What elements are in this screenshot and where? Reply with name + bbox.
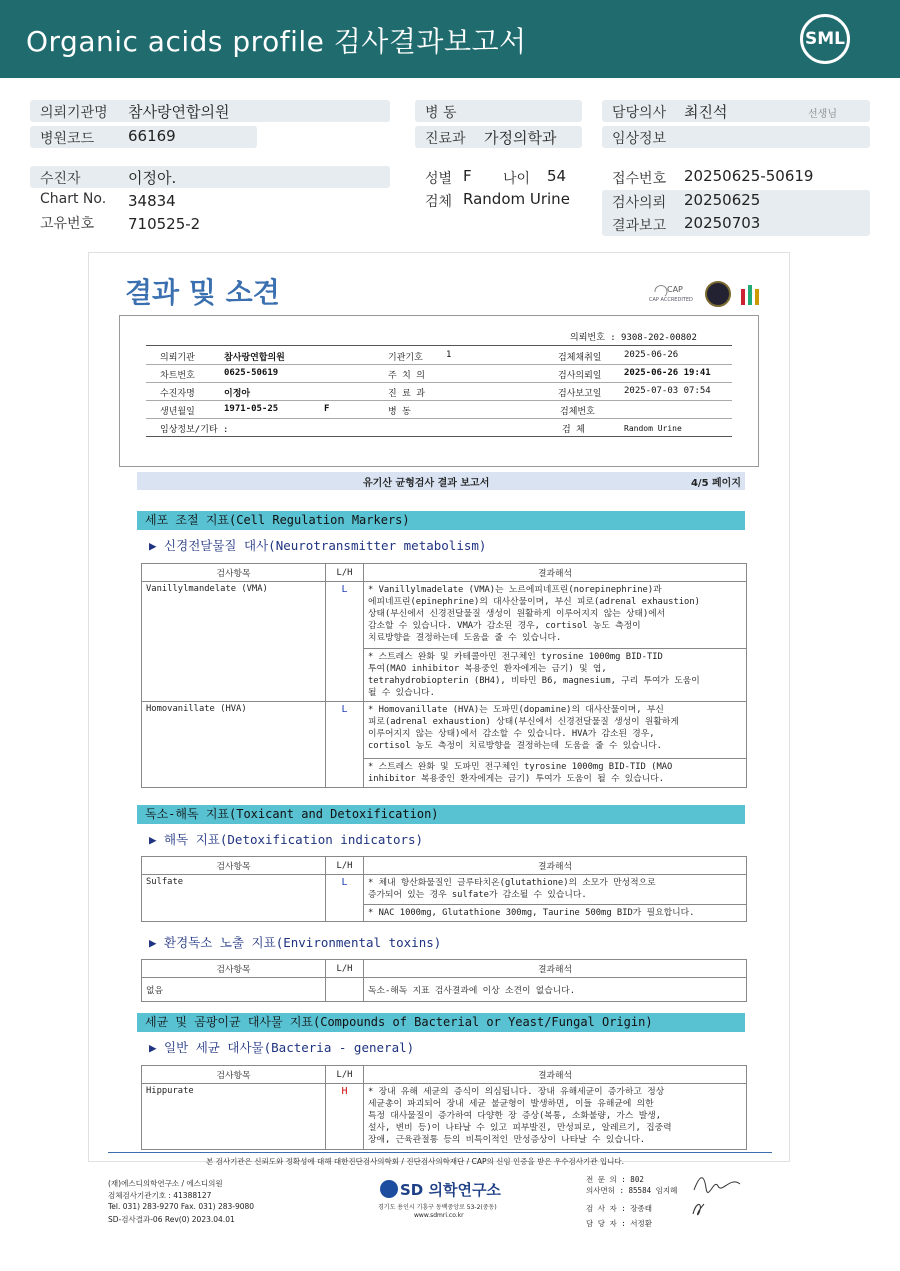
info-value: 2025-06-26 19:41: [624, 368, 711, 378]
info-value: 이정아: [224, 389, 251, 399]
subsection-title: ▶ 해독 지표(Detoxification indicators): [149, 832, 424, 847]
age-label: 나이: [503, 171, 531, 187]
ordering-org: 참사랑연합의원: [128, 103, 230, 121]
signer-specialist: 전 문 의 : 802: [586, 1175, 644, 1184]
info-label: 기관기호: [388, 353, 423, 363]
footer-code: 검체검사기관기호 : 41388127: [108, 1191, 212, 1200]
specimen: Random Urine: [463, 190, 570, 208]
info-value: Random Urine: [624, 424, 682, 433]
col-item: 검사항목: [142, 857, 326, 875]
doctor-suffix: 선생님: [808, 109, 837, 120]
signer-manager: 담 당 자 : 서정환: [586, 1219, 653, 1228]
section-header: 세균 및 곰팡이균 대사물 지표(Compounds of Bacterial or Yeast/Fungal Origin): [137, 1013, 745, 1032]
interpretation: * Homovanillate (HVA)는 도파민(dopamine)의 대사산물이며, 부신 피로(adrenal exhaustion) 상태(부신에서 신경전달물질 생성이 원활하게 이루어지지 않는 상태)에서 감소할 수 있습니다. HVA가 감소된 경우, cortisol 농도 측정이 치료방향을 결정하는데 도움을 줄 수 있습니다.: [364, 702, 747, 759]
results-table: [141, 1065, 747, 1150]
info-label: 검사보고일: [558, 389, 602, 399]
results-table: [141, 959, 747, 1002]
doctor: 최진석: [684, 103, 728, 121]
result-report: [88, 252, 790, 1162]
footer-divider: [108, 1152, 772, 1153]
sex-label: 성별: [425, 171, 453, 187]
signature-icon: [690, 1170, 744, 1196]
lab-mark-icon: [739, 281, 761, 307]
ordering-org-label: 의뢰기관명: [40, 105, 108, 121]
table-row: [142, 582, 747, 649]
col-interp: 결과해석: [364, 564, 747, 582]
lh-flag: [326, 978, 364, 1002]
subsection-title: ▶ 신경전달물질 대사(Neurotransmitter metabolism): [149, 538, 487, 553]
interpretation: * 장내 유해 세균의 증식이 의심됩니다. 장내 유해세균이 증가하고 정상 세균총이 파괴되어 장내 세균 불균형이 발생하면, 이들 유해균에 의한 특정 대사물질이 증가하여 다양한 장 증상(복통, 소화불량, 가스 발생, 설사, 변비 등)이 나타날 수 있고 피부발진, 만성피로, 알레르기, 집중력 장애, 근육관절통 등의 비특이적인 만성증상이 나타날 수 있습니다.: [364, 1084, 747, 1150]
cert-note: 본 검사기관은 신뢰도와 정확성에 대해 대한진단검사의학회 / 진단검사의학재단 / CAP의 신임 인증을 받은 우수검사기관 입니다.: [206, 1157, 624, 1166]
info-label: 주 치 의: [388, 371, 425, 381]
interpretation: * Vanillylmadelate (VMA)는 노르에피네프린(norepinephrine)과 에피네프린(epinephrine)의 대사산물이며, 부신 피로(adrenal exhaustion) 상태(부신에서 신경전달물질 생성이 원활하게 이루어지지 않는 상태)에서 감소할 수 있습니다. VMA가 감소된 경우, cortisol 농도 측정이 치료방향을 결정하는데 도움을 줄 수 있습니다.: [364, 582, 747, 649]
patient-row: [30, 166, 390, 188]
col-interp: 결과해석: [364, 857, 747, 875]
dept: 가정의학과: [484, 129, 557, 147]
info-label: 검체채취일: [558, 353, 602, 363]
recommendation: * 스트레스 완화 및 도파민 전구체인 tyrosine 1000mg BID-TID (MAO inhibitor 복용중인 환자에게는 금기) 투여가 도움이 될 수 있습니다.: [364, 759, 747, 788]
col-item: 검사항목: [142, 960, 326, 978]
col-item: 검사항목: [142, 1066, 326, 1084]
chart-label: Chart No.: [40, 191, 107, 207]
results-table: [141, 856, 747, 922]
chart-no: 34834: [128, 192, 176, 210]
test-item: Sulfate: [142, 875, 326, 922]
svg-text:CAP: CAP: [667, 285, 683, 294]
table-row: [142, 875, 747, 905]
report-title: Organic acids profile 검사결과보고서: [26, 25, 527, 58]
patient-name: 이정아.: [128, 169, 177, 187]
result-title: 결과 및 소견: [125, 276, 280, 309]
receipt-no: 20250625-50619: [684, 167, 814, 185]
info-value: F: [324, 404, 330, 414]
interpretation: * 체내 항산화물질인 글루타치온(glutathione)의 소모가 만성적으로 증가되어 있는 경우 sulfate가 감소될 수 있습니다.: [364, 875, 747, 905]
info-label: 병 동: [388, 407, 411, 417]
id-label: 고유번호: [40, 216, 95, 232]
col-lh: L/H: [326, 564, 364, 582]
info-label: 의뢰기관: [160, 353, 195, 363]
hospital-code-label: 병원코드: [40, 131, 95, 147]
footer-org: (재)에스디의학연구소 / 에스디의원: [108, 1179, 223, 1188]
info-label: 생년월일: [160, 407, 195, 417]
section-header: 세포 조절 지표(Cell Regulation Markers): [137, 511, 745, 530]
recommendation: * NAC 1000mg, Glutathione 300mg, Taurine 500mg BID가 필요합니다.: [364, 905, 747, 922]
info-value: 2025-06-26: [624, 350, 679, 360]
lh-flag: L: [326, 875, 364, 922]
request-label: 검사의뢰: [612, 195, 667, 211]
results-table: [141, 563, 747, 788]
clinical-label: 임상정보: [612, 131, 667, 147]
lab-website: www.sdmri.co.kr: [414, 1212, 464, 1219]
dept-label: 진료과: [425, 131, 466, 147]
info-label: 검사의뢰일: [558, 371, 602, 381]
header-bar: [0, 0, 900, 78]
footer-rev: SD-검사결과-06 Rev(0) 2023.04.01: [108, 1215, 235, 1224]
info-label: 수진자명: [160, 389, 195, 399]
lh-flag: L: [326, 702, 364, 788]
lh-flag: H: [326, 1084, 364, 1150]
recommendation: * 스트레스 완화 및 카테콜아민 전구체인 tyrosine 1000mg BID-TID 투여(MAO inhibitor 복용중인 환자에게는 금기) 및 엽, tetrahydrobiopterin (BH4), 비타민 B6, magnesium, 구리 투여가 도움이 될 수 있습니다.: [364, 649, 747, 702]
test-item: Vanillylmandelate (VMA): [142, 582, 326, 702]
receipt-label: 접수번호: [612, 171, 667, 187]
info-label: 진 료 과: [388, 389, 425, 399]
specimen-label: 검체: [425, 194, 453, 210]
info-value: 1971-05-25: [224, 404, 279, 414]
table-row: [142, 978, 747, 1002]
lab-name: SD 의학연구소: [400, 1181, 501, 1199]
table-row: [142, 702, 747, 759]
info-value: 참사랑연합의원: [224, 353, 285, 363]
sml-logo: SML: [800, 14, 850, 64]
ward-label: 병 동: [425, 105, 457, 121]
signer-tester: 검 사 자 : 장종태: [586, 1204, 653, 1213]
cap-text: CAP ACCREDITED: [649, 297, 693, 303]
section-header: 독소-해독 지표(Toxicant and Detoxification): [137, 805, 745, 824]
seal-icon: [705, 281, 731, 307]
info-value: 0625-50619: [224, 368, 279, 378]
signer-license: 의사면허 : 85584 임지혜: [586, 1186, 678, 1195]
info-label: 검 체: [562, 425, 585, 435]
subsection-title: ▶ 환경독소 노출 지표(Environmental toxins): [149, 935, 442, 950]
request-no: 의뢰번호 : 9308-202-00802: [570, 333, 697, 343]
request-date: 20250625: [684, 191, 761, 209]
id-no: 710525-2: [128, 215, 201, 233]
band-title: 유기산 균형검사 결과 보고서: [363, 478, 490, 489]
info-value: 1: [446, 350, 452, 360]
test-item: 없음: [142, 978, 326, 1002]
info-value: 2025-07-03 07:54: [624, 386, 711, 396]
lh-flag: L: [326, 582, 364, 702]
col-lh: L/H: [326, 960, 364, 978]
sex: F: [463, 167, 472, 185]
interpretation: 독소-해독 지표 검사결과에 이상 소견이 없습니다.: [364, 978, 747, 1002]
col-item: 검사항목: [142, 564, 326, 582]
col-lh: L/H: [326, 1066, 364, 1084]
patient-label: 수진자: [40, 171, 81, 187]
info-label: 차트번호: [160, 371, 195, 381]
doctor-label: 담당의사: [612, 105, 667, 121]
table-row: [142, 1084, 747, 1150]
footer-contact: Tel. 031) 283-9270 Fax. 031) 283-9080: [108, 1202, 255, 1211]
info-label: 임상정보/기타 :: [160, 425, 229, 435]
test-item: Hippurate: [142, 1084, 326, 1150]
signature-small-icon: [690, 1198, 708, 1218]
report-band: [137, 472, 745, 490]
info-label: 검체번호: [560, 407, 595, 417]
lab-address: 경기도 용인시 기흥구 동백중앙로 53-2(중동): [378, 1204, 497, 1211]
col-interp: 결과해석: [364, 960, 747, 978]
col-lh: L/H: [326, 857, 364, 875]
test-item: Homovanillate (HVA): [142, 702, 326, 788]
age: 54: [547, 167, 567, 185]
page-indicator: 4/5 페이지: [690, 478, 741, 489]
col-interp: 결과해석: [364, 1066, 747, 1084]
sd-logo-icon: [380, 1180, 398, 1198]
report-date: 20250703: [684, 214, 761, 232]
subsection-title: ▶ 일반 세균 대사물(Bacteria - general): [149, 1040, 415, 1055]
hospital-code: 66169: [128, 127, 176, 145]
patient-info-box: [119, 315, 759, 467]
report-date-label: 결과보고: [612, 218, 667, 234]
